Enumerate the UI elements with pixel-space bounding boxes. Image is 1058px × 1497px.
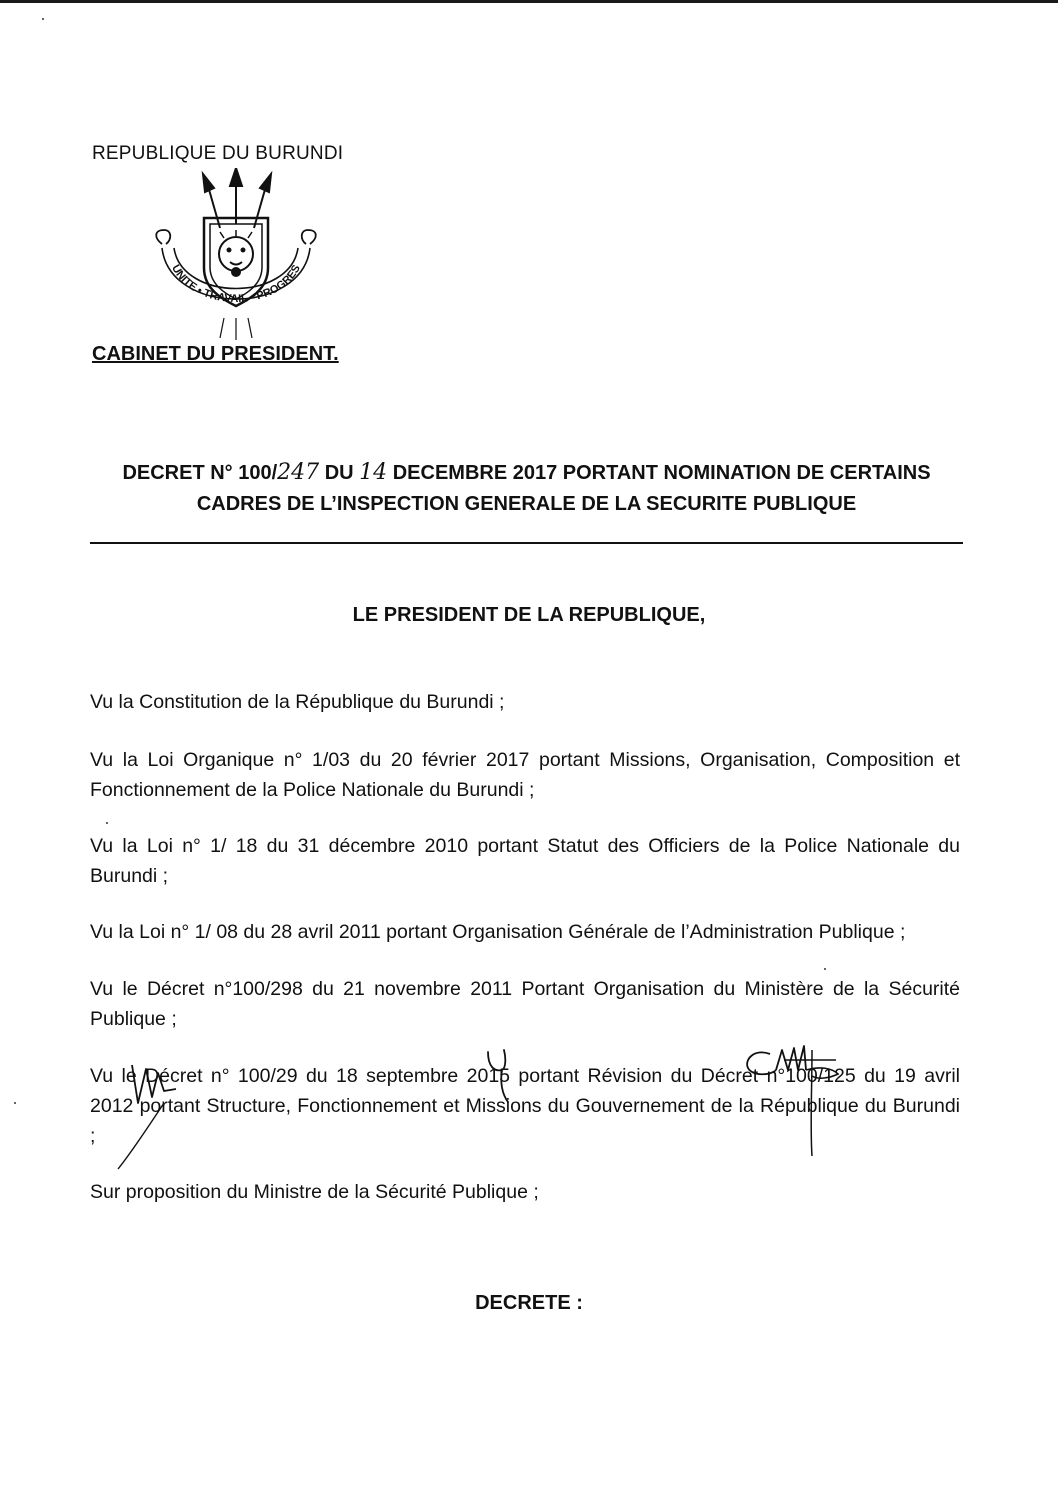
coat-of-arms-emblem [148, 168, 324, 350]
cabinet-heading: CABINET DU PRESIDENT. [92, 343, 339, 365]
scan-speck [14, 1102, 16, 1104]
title-separator-rule [90, 542, 963, 544]
visa-paragraph: Sur proposition du Ministre de la Sécurité Publique ; [90, 1181, 539, 1203]
decree-title-line-1 [90, 457, 963, 489]
scan-speck [42, 18, 44, 20]
visa-paragraph: Vu la Constitution de la République du Burundi ; [90, 691, 505, 713]
president-heading: LE PRESIDENT DE LA REPUBLIQUE, [352, 604, 706, 626]
decree-number-handwritten: 247 [277, 460, 320, 485]
visa-paragraph: Vu la Loi Organique n° 1/03 du 20 février 2017 portant Missions, Organisation, Composition et Fonctionnement de la Police Nationale du Burundi ; [90, 749, 960, 801]
decree-title [90, 457, 963, 520]
scan-top-border [0, 0, 1058, 3]
decree-du: DU [319, 462, 360, 484]
decrete-heading: DECRETE : [475, 1292, 583, 1314]
middle-initial-y [480, 1046, 520, 1106]
decree-number-prefix: DECRET N° 100/ [122, 462, 278, 484]
scan-speck [106, 822, 108, 824]
right-initial-signature [740, 1030, 850, 1160]
left-initial-signature [112, 1045, 182, 1175]
visa-paragraph: Vu la Loi n° 1/ 18 du 31 décembre 2010 portant Statut des Officiers de la Police Nationale du Burundi ; [90, 835, 960, 887]
visa-paragraph: Vu la Loi n° 1/ 08 du 28 avril 2011 portant Organisation Générale de l’Administration Publique ; [90, 921, 906, 943]
republic-heading: REPUBLIQUE DU BURUNDI [92, 143, 344, 164]
visa-paragraph: Vu le Décret n° 100/29 du 18 septembre 2015 portant Révision du Décret n°100/125 du 19 avril 2012 portant Structure, Fonctionnement et Missions du Gouvernement de la République du Burundi ; [90, 1065, 960, 1147]
scan-speck [824, 968, 826, 970]
visa-paragraph: Vu le Décret n°100/298 du 21 novembre 2011 Portant Organisation du Ministère de la Sécurité Publique ; [90, 978, 960, 1030]
svg-text:UNITE • TRAVAIL • PROGRES: UNITE • TRAVAIL • PROGRES [169, 262, 303, 306]
decree-title-line-1-rest: DECEMBRE 2017 PORTANT NOMINATION DE CERTAINS [387, 462, 931, 484]
decree-title-line-2: CADRES DE L’INSPECTION GENERALE DE LA SECURITE PUBLIQUE [196, 493, 857, 515]
decree-day-handwritten: 14 [359, 460, 388, 485]
